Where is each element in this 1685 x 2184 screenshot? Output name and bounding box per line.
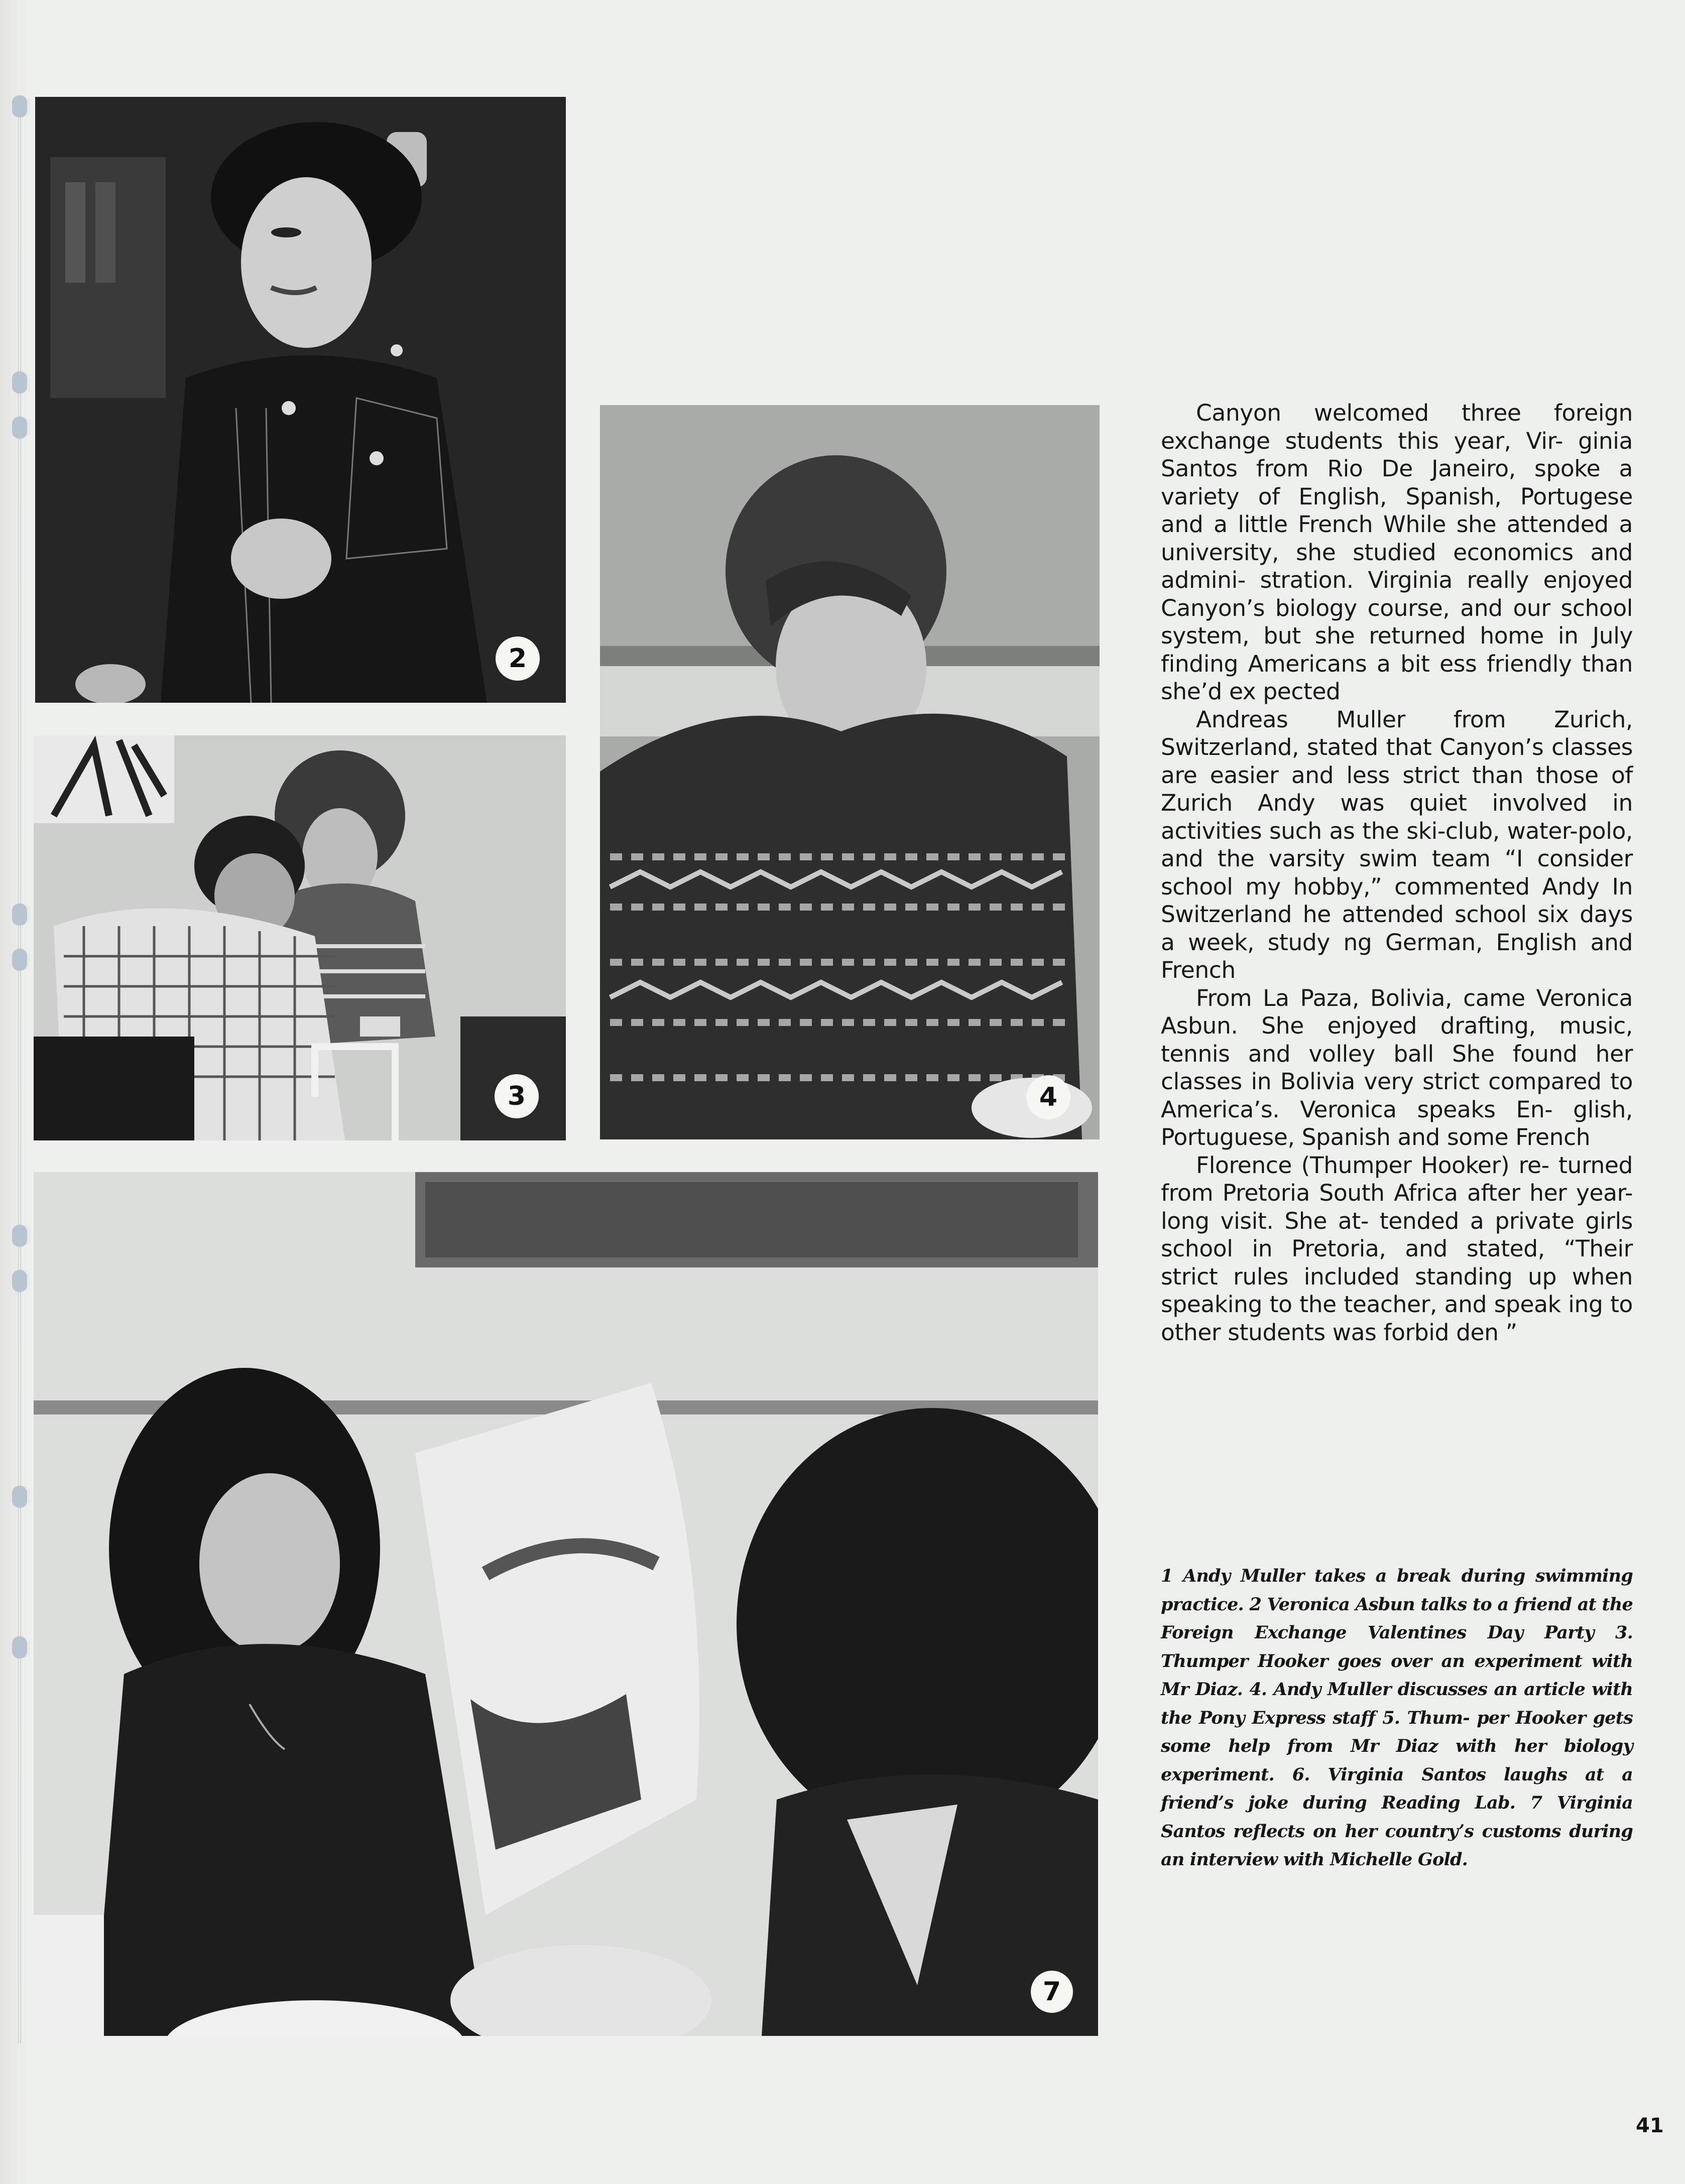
binding-staple	[12, 949, 27, 971]
photo-andy-muller	[600, 405, 1100, 1139]
photo-number-badge: 7	[1031, 1971, 1073, 2013]
photo-4-image	[600, 405, 1100, 1139]
binding-staple	[12, 1225, 27, 1247]
binding-staple	[12, 95, 27, 117]
page-gutter	[0, 0, 30, 2184]
photo-2-image	[35, 97, 566, 703]
binding-staple	[12, 371, 27, 394]
photo-virginia-santos-interview	[34, 1172, 1098, 2036]
binding-staple	[12, 1486, 27, 1508]
article-paragraph-veronica: From La Paza, Bolivia, came Veronica Asbun. She enjoyed drafting, music, tennis and volley ball She found her classes in Bolivia very strict compared to America’s. Veronica speaks En- glish, Portuguese, Spanish and some French	[1161, 984, 1633, 1150]
binding-staple	[12, 417, 27, 439]
photo-thumper-hooker-mr-diaz	[34, 735, 566, 1140]
photo-captions: 1 Andy Muller takes a break during swimming practice. 2 Veronica Asbun talks to a friend at the Foreign Exchange Valentines Day Party 3. Thumper Hooker goes over an experiment with Mr Diaz. 4. Andy Muller discusses an article with the Pony Express staff 5. Thum- per Hooker gets some help from Mr Diaz with her biology experiment. 6. Virginia Santos laughs at a friend’s joke during Reading Lab. 7 Virginia Santos reflects on her country’s customs during an interview with Michelle Gold.	[1161, 1566, 1633, 1870]
article-body	[1161, 399, 1633, 1346]
binding-staple	[12, 904, 27, 926]
photo-3-image	[34, 735, 566, 1140]
page-number: 41	[1636, 2114, 1664, 2137]
photo-number-badge: 2	[496, 636, 540, 681]
article-paragraph-virginia: Canyon welcomed three foreign exchange students this year, Vir- ginia Santos from Rio De Janeiro, spoke a variety of English, Spanish, Portugese and a little French While she attended a university, she studied economics and admini- stration. Virginia really enjoyed Canyon’s biology course, and our school system, but she returned home in July finding Americans a bit ess friendly than she’d ex pected	[1161, 400, 1633, 705]
photo-number-badge: 3	[495, 1074, 539, 1118]
photo-virginia-santos	[35, 97, 566, 703]
article-paragraph-florence: Florence (Thumper Hooker) re- turned from Pretoria South Africa after her year-long visit. She at- tended a private girls school in Pretoria, and stated, “Their strict rules included standing up when speaking to the teacher, and speak ing to other students was forbid den ”	[1161, 1151, 1633, 1346]
binding-staple	[12, 1636, 27, 1658]
article-paragraph-andreas: Andreas Muller from Zurich, Switzerland, stated that Canyon’s classes are easier and less strict than those of Zurich Andy was quiet involved in activities such as the ski-club, water-polo, and the varsity swim team “I consider school my hobby,” commented Andy In Switzerland he attended school six days a week, study ng German, English and French	[1161, 706, 1633, 983]
photo-number-badge: 4	[1026, 1075, 1070, 1119]
binding-staple	[12, 1270, 27, 1292]
photo-7-image	[34, 1172, 1098, 2036]
